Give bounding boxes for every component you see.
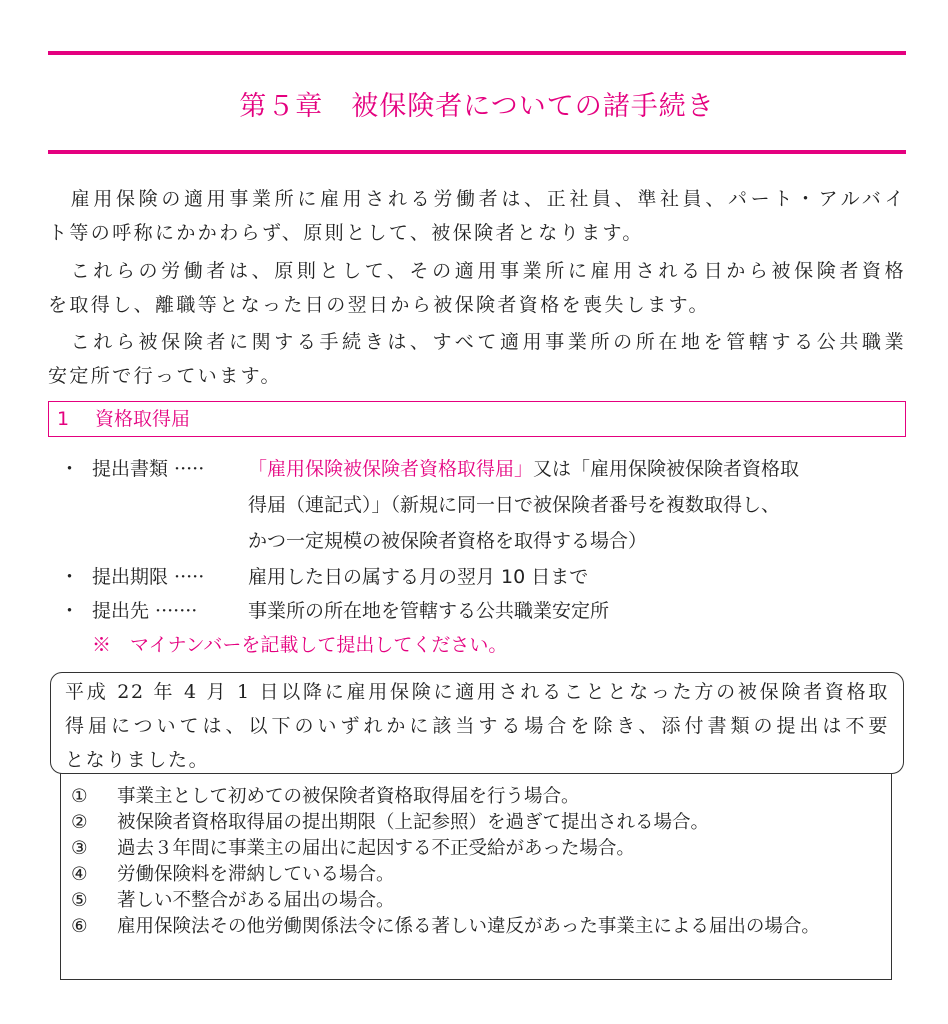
list-item: [61, 784, 891, 810]
documents-value-3: かつ一定規模の被保険者資格を取得する場合）: [248, 530, 648, 552]
item-number: ⑥: [71, 916, 88, 937]
form-name: 「雇用保険被保険者資格取得届」: [248, 458, 534, 480]
list-item: [61, 862, 891, 888]
intro-paragraph-3: [48, 325, 906, 393]
destination-value: 事業所の所在地を管轄する公共職業安定所: [248, 600, 610, 622]
item-number: ③: [71, 838, 88, 859]
list-item: [61, 888, 891, 914]
text-line: 雇用保険の適用事業所に雇用される労働者は、正社員、準社員、パート・アルバイ: [48, 188, 906, 210]
item-number: ①: [71, 786, 88, 807]
documents-value: [248, 452, 799, 486]
mynumber-note: ※ マイナンバーを記載して提出してください。: [92, 634, 508, 656]
text-line: となりました。: [65, 749, 210, 771]
section-number: 1: [57, 408, 70, 430]
bullet-icon: ・: [60, 458, 80, 480]
text-line: 平成 22 年 4 月 1 日以降に雇用保険に適用されることとなった方の被保険者資格取: [65, 681, 889, 703]
text-line: ト等の呼称にかかわらず、原則として、被保険者となります。: [48, 222, 644, 244]
item-text: 過去３年間に事業主の届出に起因する不正受給があった場合。: [117, 838, 635, 859]
intro-paragraph-2: [48, 254, 906, 322]
section-label: 資格取得届: [95, 408, 191, 430]
documents-label: 提出書類 ·····: [92, 458, 205, 480]
text-line: 安定所で行っています。: [48, 365, 282, 387]
list-item: [61, 914, 891, 940]
notice-box: [50, 672, 904, 774]
item-text: 事業主として初めての被保険者資格取得届を行う場合。: [117, 786, 580, 807]
bullet-icon: ・: [60, 566, 80, 588]
item-number: ④: [71, 864, 88, 885]
intro-paragraph-1: [48, 182, 906, 250]
text-line: 得届については、以下のいずれかに該当する場合を除き、添付書類の提出は不要: [65, 715, 889, 737]
section-header: [48, 401, 906, 437]
item-number: ⑤: [71, 890, 88, 911]
documents-value-2: [248, 488, 780, 522]
item-text: 雇用保険法その他労働関係法令に係る著しい違反があった事業主による届出の場合。: [117, 916, 820, 937]
list-item: [61, 810, 891, 836]
top-rule: [48, 51, 906, 55]
item-number: ②: [71, 812, 88, 833]
list-item: [61, 836, 891, 862]
cases-list: [60, 772, 892, 980]
deadline-label: 提出期限 ·····: [92, 566, 205, 588]
text: （新規に同一日で被保険者番号を複数取得し、: [390, 494, 781, 516]
text-line: これらの労働者は、原則として、その適用事業所に雇用される日から被保険者資格: [48, 260, 906, 282]
bullet-icon: ・: [60, 600, 80, 622]
destination-label: 提出先 ·······: [92, 600, 198, 622]
text-line: を取得し、離職等となった日の翌日から被保険者資格を喪失します。: [48, 294, 710, 316]
deadline-value: 雇用した日の属する月の翌月 10 日まで: [248, 566, 589, 588]
text: 又は「雇用保険被保険者資格取: [533, 458, 800, 480]
item-text: 労働保険料を滞納している場合。: [117, 864, 395, 885]
item-text: 被保険者資格取得届の提出期限（上記参照）を過ぎて提出される場合。: [117, 812, 710, 833]
chapter-title: 第５章 被保険者についての諸手続き: [239, 91, 715, 122]
text-line: これら被保険者に関する手続きは、すべて適用事業所の所在地を管轄する公共職業: [48, 331, 906, 353]
text: 得届（連記式）」: [248, 494, 391, 516]
title-bottom-rule: [48, 150, 906, 154]
item-text: 著しい不整合がある届出の場合。: [117, 890, 395, 911]
